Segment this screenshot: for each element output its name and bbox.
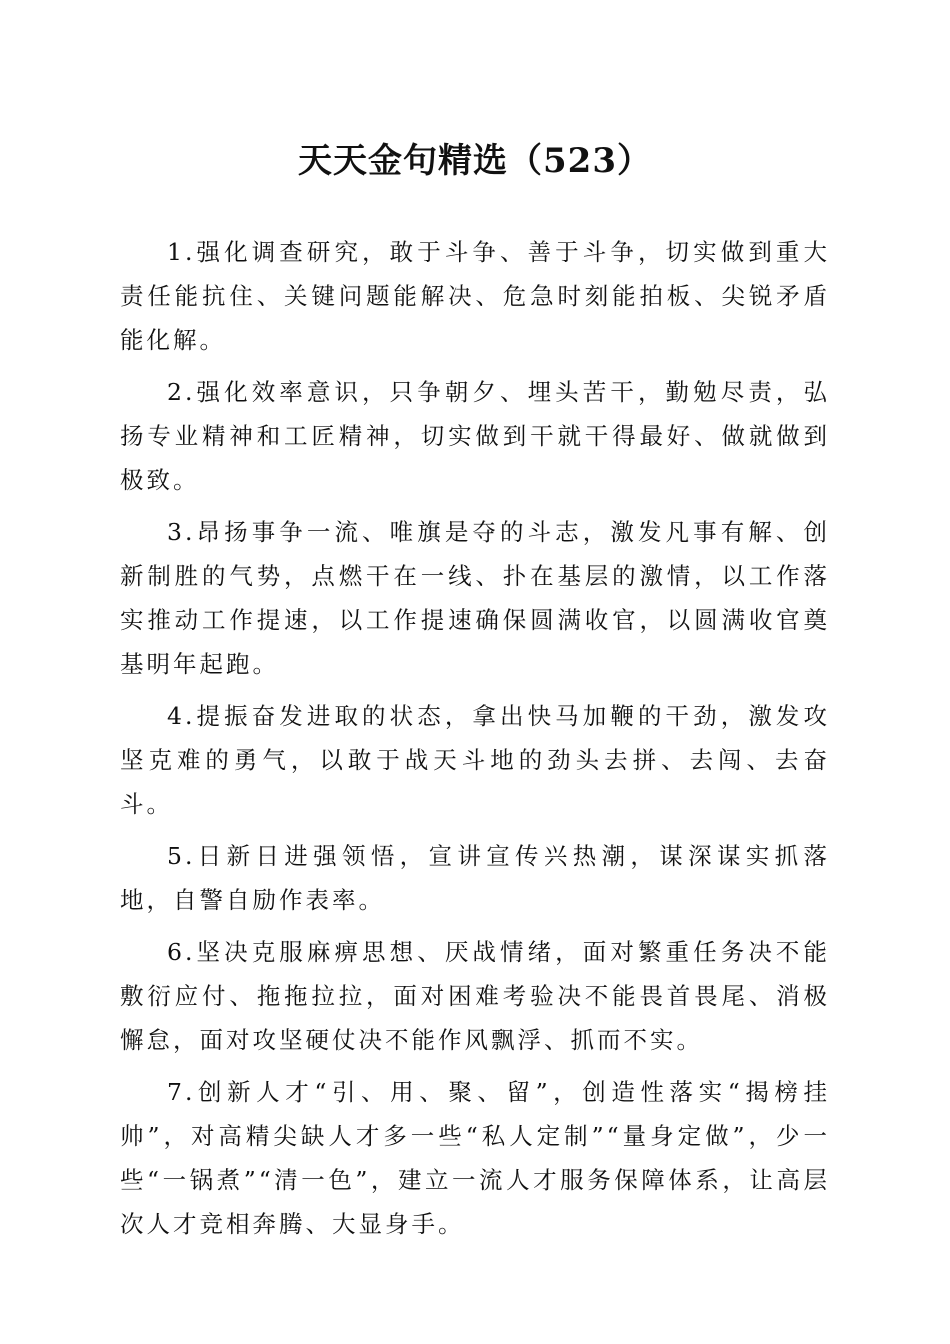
document-body — [120, 230, 830, 1246]
paragraph-6: 6.坚决克服麻痹思想、厌战情绪，面对繁重任务决不能敷衍应付、拖拖拉拉，面对困难考验决不能畏首畏尾、消极懈怠，面对攻坚硬仗决不能作风飘浮、抓而不实。 — [120, 938, 830, 1054]
paragraph-3: 3.昂扬事争一流、唯旗是夺的斗志，激发凡事有解、创新制胜的气势，点燃干在一线、扑在基层的激情，以工作落实推动工作提速，以工作提速确保圆满收官，以圆满收官奠基明年起跑。 — [120, 518, 830, 678]
paragraph-2: 2.强化效率意识，只争朝夕、埋头苦干，勤勉尽责，弘扬专业精神和工匠精神，切实做到干就干得最好、做就做到极致。 — [120, 378, 830, 494]
paragraph-5: 5.日新日进强领悟，宣讲宣传兴热潮，谋深谋实抓落地，自警自励作表率。 — [120, 842, 830, 914]
paragraph-7: 7.创新人才“引、用、聚、留”，创造性落实“揭榜挂帅”，对高精尖缺人才多一些“私人定制”“量身定做”，少一些“一锅煮”“清一色”，建立一流人才服务保障体系，让高层次人才竞相奔腾、大显身手。 — [120, 1078, 830, 1238]
paragraph-4: 4.提振奋发进取的状态，拿出快马加鞭的干劲，激发攻坚克难的勇气，以敢于战天斗地的劲头去拼、去闯、去奋斗。 — [120, 702, 830, 818]
paragraph-1: 1.强化调查研究，敢于斗争、善于斗争，切实做到重大责任能抗住、关键问题能解决、危急时刻能拍板、尖锐矛盾能化解。 — [120, 238, 830, 354]
document-title: 天天金句精选（523） — [298, 141, 652, 181]
